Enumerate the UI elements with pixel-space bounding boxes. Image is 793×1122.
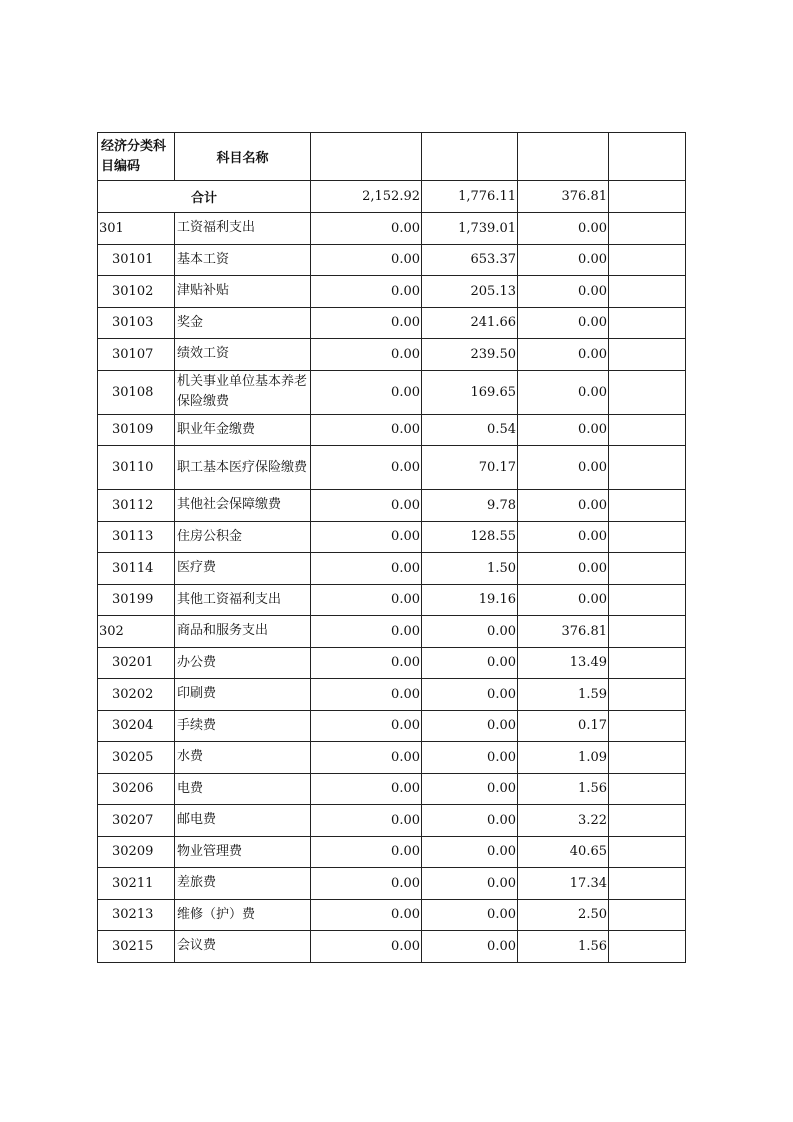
row-value-3: 0.00 [518, 370, 609, 414]
row-value-3: 1.56 [518, 931, 609, 963]
row-value-4 [609, 647, 686, 679]
row-value-4 [609, 742, 686, 774]
row-value-3: 17.34 [518, 868, 609, 900]
row-value-2: 0.00 [422, 805, 518, 837]
table-row [98, 868, 686, 900]
row-value-3: 0.00 [518, 584, 609, 616]
row-value-4 [609, 553, 686, 585]
row-value-2: 0.00 [422, 616, 518, 648]
table-row [98, 836, 686, 868]
row-value-3: 40.65 [518, 836, 609, 868]
table-row [98, 213, 686, 245]
row-name: 商品和服务支出 [175, 616, 311, 648]
row-value-2: 70.17 [422, 446, 518, 490]
row-code: 30108 [98, 370, 175, 414]
row-value-3: 2.50 [518, 899, 609, 931]
total-value-2: 1,776.11 [422, 181, 518, 213]
table-row [98, 490, 686, 522]
row-value-2: 1.50 [422, 553, 518, 585]
row-value-1: 0.00 [311, 805, 422, 837]
row-name: 手续费 [175, 710, 311, 742]
row-value-3: 376.81 [518, 616, 609, 648]
header-col6 [609, 133, 686, 181]
row-value-1: 0.00 [311, 931, 422, 963]
row-code: 30215 [98, 931, 175, 963]
table-row [98, 931, 686, 963]
row-value-4 [609, 244, 686, 276]
row-code: 302 [98, 616, 175, 648]
row-value-3: 1.09 [518, 742, 609, 774]
row-value-1: 0.00 [311, 213, 422, 245]
row-value-2: 205.13 [422, 276, 518, 308]
total-value-1: 2,152.92 [311, 181, 422, 213]
row-value-1: 0.00 [311, 339, 422, 371]
table-row [98, 553, 686, 585]
table-row [98, 710, 686, 742]
row-value-1: 0.00 [311, 647, 422, 679]
row-name: 物业管理费 [175, 836, 311, 868]
row-value-4 [609, 414, 686, 446]
row-value-4 [609, 213, 686, 245]
row-value-4 [609, 931, 686, 963]
row-code: 30199 [98, 584, 175, 616]
row-name: 电费 [175, 773, 311, 805]
row-value-1: 0.00 [311, 276, 422, 308]
row-code: 30204 [98, 710, 175, 742]
row-value-4 [609, 339, 686, 371]
row-value-3: 13.49 [518, 647, 609, 679]
table-row [98, 805, 686, 837]
row-value-1: 0.00 [311, 553, 422, 585]
row-name: 印刷费 [175, 679, 311, 711]
total-value-3: 376.81 [518, 181, 609, 213]
row-value-2: 19.16 [422, 584, 518, 616]
row-value-2: 0.00 [422, 868, 518, 900]
table-header-row [98, 133, 686, 181]
row-code: 30201 [98, 647, 175, 679]
row-code: 30113 [98, 521, 175, 553]
table-row [98, 446, 686, 490]
row-value-4 [609, 616, 686, 648]
row-value-4 [609, 805, 686, 837]
row-value-3: 0.00 [518, 213, 609, 245]
row-value-3: 1.56 [518, 773, 609, 805]
row-value-3: 0.00 [518, 244, 609, 276]
row-name: 机关事业单位基本养老保险缴费 [175, 370, 311, 414]
row-value-3: 0.00 [518, 307, 609, 339]
row-name: 奖金 [175, 307, 311, 339]
header-code: 经济分类科目编码 [98, 133, 175, 181]
row-code: 30112 [98, 490, 175, 522]
row-name: 差旅费 [175, 868, 311, 900]
row-value-1: 0.00 [311, 414, 422, 446]
row-value-1: 0.00 [311, 446, 422, 490]
row-value-2: 128.55 [422, 521, 518, 553]
row-value-3: 0.00 [518, 521, 609, 553]
table-row [98, 679, 686, 711]
row-value-2: 0.54 [422, 414, 518, 446]
row-name: 绩效工资 [175, 339, 311, 371]
table-row [98, 647, 686, 679]
row-value-2: 0.00 [422, 742, 518, 774]
row-value-1: 0.00 [311, 307, 422, 339]
row-value-1: 0.00 [311, 584, 422, 616]
row-value-2: 241.66 [422, 307, 518, 339]
expenditure-table [97, 132, 686, 963]
table-row [98, 899, 686, 931]
row-value-1: 0.00 [311, 244, 422, 276]
row-value-3: 0.00 [518, 490, 609, 522]
row-name: 工资福利支出 [175, 213, 311, 245]
row-value-2: 0.00 [422, 773, 518, 805]
table-row [98, 616, 686, 648]
row-value-4 [609, 370, 686, 414]
row-code: 301 [98, 213, 175, 245]
row-value-2: 653.37 [422, 244, 518, 276]
row-value-3: 0.00 [518, 553, 609, 585]
header-name: 科目名称 [175, 133, 311, 181]
row-value-4 [609, 899, 686, 931]
row-value-4 [609, 773, 686, 805]
row-value-2: 169.65 [422, 370, 518, 414]
row-code: 30110 [98, 446, 175, 490]
table-row [98, 584, 686, 616]
table-row [98, 307, 686, 339]
row-name: 邮电费 [175, 805, 311, 837]
row-value-4 [609, 868, 686, 900]
row-code: 30209 [98, 836, 175, 868]
row-name: 会议费 [175, 931, 311, 963]
row-value-1: 0.00 [311, 370, 422, 414]
total-value-4 [609, 181, 686, 213]
row-code: 30102 [98, 276, 175, 308]
row-name: 医疗费 [175, 553, 311, 585]
header-col4 [422, 133, 518, 181]
row-code: 30101 [98, 244, 175, 276]
row-value-4 [609, 710, 686, 742]
row-value-4 [609, 307, 686, 339]
row-code: 30109 [98, 414, 175, 446]
row-code: 30202 [98, 679, 175, 711]
row-name: 办公费 [175, 647, 311, 679]
row-code: 30103 [98, 307, 175, 339]
row-code: 30107 [98, 339, 175, 371]
row-name: 其他社会保障缴费 [175, 490, 311, 522]
row-name: 基本工资 [175, 244, 311, 276]
table-row [98, 414, 686, 446]
table-row [98, 521, 686, 553]
row-value-1: 0.00 [311, 868, 422, 900]
row-name: 津贴补贴 [175, 276, 311, 308]
row-value-2: 0.00 [422, 899, 518, 931]
row-code: 30207 [98, 805, 175, 837]
row-value-3: 3.22 [518, 805, 609, 837]
total-label: 合计 [98, 181, 311, 213]
row-value-1: 0.00 [311, 710, 422, 742]
row-name: 其他工资福利支出 [175, 584, 311, 616]
row-value-4 [609, 446, 686, 490]
row-value-1: 0.00 [311, 616, 422, 648]
row-value-1: 0.00 [311, 521, 422, 553]
table-row [98, 244, 686, 276]
row-value-4 [609, 584, 686, 616]
row-value-2: 0.00 [422, 679, 518, 711]
row-value-3: 0.00 [518, 414, 609, 446]
row-value-4 [609, 521, 686, 553]
row-value-1: 0.00 [311, 490, 422, 522]
row-name: 职工基本医疗保险缴费 [175, 446, 311, 490]
row-value-2: 0.00 [422, 931, 518, 963]
header-col3 [311, 133, 422, 181]
row-value-4 [609, 836, 686, 868]
row-value-3: 0.00 [518, 276, 609, 308]
row-value-2: 0.00 [422, 836, 518, 868]
row-value-2: 1,739.01 [422, 213, 518, 245]
row-code: 30211 [98, 868, 175, 900]
table-row [98, 742, 686, 774]
table-row [98, 773, 686, 805]
row-code: 30206 [98, 773, 175, 805]
row-value-1: 0.00 [311, 773, 422, 805]
table-row [98, 276, 686, 308]
row-code: 30205 [98, 742, 175, 774]
row-value-3: 0.17 [518, 710, 609, 742]
row-value-2: 239.50 [422, 339, 518, 371]
header-col5 [518, 133, 609, 181]
row-value-3: 1.59 [518, 679, 609, 711]
row-code: 30213 [98, 899, 175, 931]
table-row [98, 339, 686, 371]
row-value-1: 0.00 [311, 899, 422, 931]
row-value-3: 0.00 [518, 446, 609, 490]
row-name: 住房公积金 [175, 521, 311, 553]
table-row [98, 370, 686, 414]
row-value-1: 0.00 [311, 742, 422, 774]
row-name: 水费 [175, 742, 311, 774]
row-value-4 [609, 490, 686, 522]
row-value-2: 9.78 [422, 490, 518, 522]
total-row [98, 181, 686, 213]
row-name: 职业年金缴费 [175, 414, 311, 446]
row-value-4 [609, 276, 686, 308]
row-value-2: 0.00 [422, 647, 518, 679]
row-value-1: 0.00 [311, 836, 422, 868]
row-value-2: 0.00 [422, 710, 518, 742]
row-value-1: 0.00 [311, 679, 422, 711]
row-code: 30114 [98, 553, 175, 585]
row-value-3: 0.00 [518, 339, 609, 371]
row-value-4 [609, 679, 686, 711]
row-name: 维修（护）费 [175, 899, 311, 931]
